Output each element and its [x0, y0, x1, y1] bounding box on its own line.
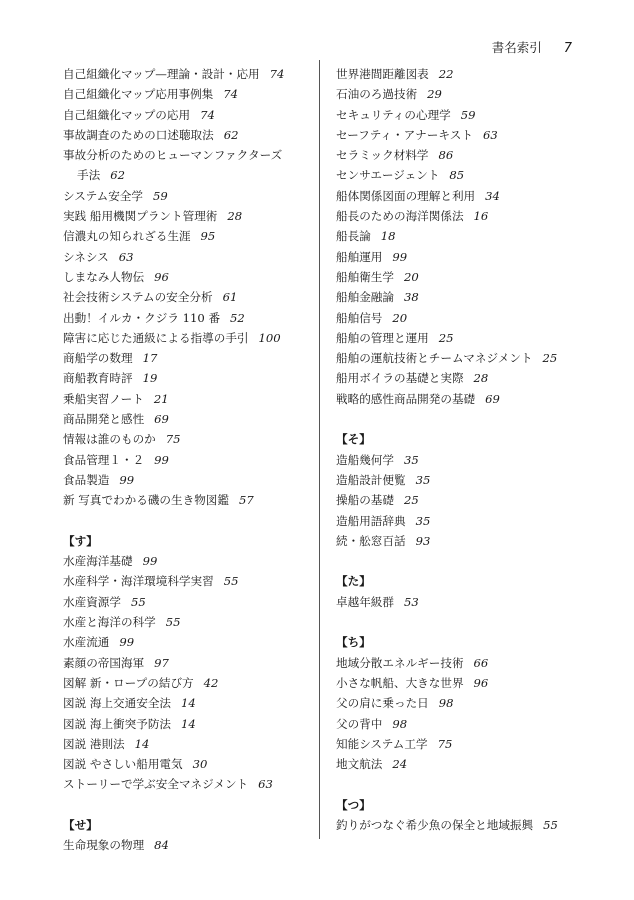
index-entry [63, 653, 311, 673]
entry-page-number: 98 [438, 696, 454, 711]
entry-title: 船体関係図面の理解と利用 [336, 188, 476, 203]
index-entry [63, 470, 311, 490]
index-entry [63, 247, 311, 267]
entry-page-number: 20 [392, 310, 408, 325]
index-entry [63, 267, 311, 287]
entry-page-number: 59 [153, 188, 168, 203]
index-entry [336, 673, 598, 693]
index-entry [63, 226, 311, 246]
column-divider [319, 60, 320, 839]
index-entry [63, 592, 311, 612]
entry-title: 事故調査のための口述聴取法 [63, 127, 214, 142]
entry-page-number: 21 [153, 391, 169, 406]
entry-page-number: 42 [203, 675, 219, 690]
index-entry [336, 592, 598, 612]
index-entry [63, 348, 311, 368]
entry-title: 造船幾何学 [336, 452, 394, 467]
entry-title: 船舶金融論 [336, 290, 394, 305]
entry-title: 父の肩に乗った日 [336, 696, 429, 711]
index-entry [336, 368, 598, 388]
header-title: 書名索引 [491, 40, 542, 55]
entry-page-number: 55 [130, 594, 146, 609]
entry-title: 卓越年級群 [336, 594, 394, 609]
entry-title: 自己組織化マップ—理論・設計・応用 [63, 67, 260, 81]
entry-title: 食品管理１・２ [63, 452, 145, 467]
entry-page-number: 93 [415, 533, 431, 548]
index-entry [336, 206, 598, 226]
entry-title: 水産海洋基礎 [63, 554, 133, 569]
entry-page-number: 14 [134, 736, 150, 751]
entry-title: 新 写真でわかる磯の生き物図鑑 [63, 493, 229, 508]
entry-title: 操船の基礎 [336, 493, 394, 508]
index-entry [336, 308, 598, 328]
entry-title: 地文航法 [336, 757, 383, 772]
entry-page-number: 96 [154, 269, 169, 284]
index-entry [336, 64, 598, 84]
entry-title: ストーリーで学ぶ安全マネジメント [63, 777, 249, 792]
entry-title: 生命現象の物理 [63, 838, 145, 853]
entry-title: 石油のろ過技術 [336, 87, 418, 102]
entry-title: 釣りがつなぐ希少魚の保全と地域振興 [336, 817, 534, 832]
index-entry [63, 632, 311, 652]
entry-title: 図説 港則法 [63, 736, 125, 751]
entry-title: 小さな帆船、大きな世界 [336, 675, 464, 690]
index-entry [336, 389, 598, 409]
index-entry [336, 186, 598, 206]
entry-title: 船舶信号 [336, 310, 383, 325]
entry-page-number: 66 [473, 655, 489, 670]
entry-title: 船舶運用 [336, 249, 383, 264]
entry-title: 商船学の数理 [63, 351, 133, 366]
entry-page-number: 100 [258, 330, 281, 345]
index-entry [63, 64, 311, 84]
index-entry [336, 754, 598, 774]
entry-page-number: 53 [403, 594, 419, 609]
index-entry [336, 511, 598, 531]
index-entry [63, 206, 311, 226]
entry-title: 船長論 [336, 229, 371, 244]
entry-page-number: 24 [392, 757, 408, 772]
entry-title: 自己組織化マップ応用事例集 [63, 87, 214, 102]
entry-title: 水産資源学 [63, 594, 121, 609]
index-entry [63, 571, 311, 591]
index-entry [336, 287, 598, 307]
entry-title: 図説 海上交通安全法 [63, 696, 172, 711]
entry-page-number: 52 [230, 310, 245, 325]
entry-page-number: 17 [142, 351, 158, 366]
entry-title: しまなみ人物伝 [63, 269, 145, 284]
entry-page-number: 20 [403, 269, 419, 284]
index-entry [63, 287, 311, 307]
index-entry [63, 186, 311, 206]
index-entry [336, 815, 598, 835]
entry-title: 出動！イルカ・クジラ 110 番 [63, 310, 221, 325]
index-entry [63, 754, 311, 774]
entry-page-number: 74 [223, 87, 239, 102]
entry-title: センサエージェント [336, 168, 440, 183]
entry-page-number: 74 [269, 67, 285, 81]
entry-title: 水産科学・海洋環境科学実習 [63, 574, 214, 589]
entry-title: 信濃丸の知られざる生涯 [63, 229, 191, 244]
index-entry [336, 714, 598, 734]
entry-page-number: 98 [392, 716, 408, 731]
entry-page-number: 35 [403, 452, 419, 467]
index-entry [336, 84, 598, 104]
index-entry [336, 734, 598, 754]
entry-title: 戦略的感性商品開発の基礎 [336, 391, 476, 406]
entry-page-number: 96 [473, 675, 489, 690]
index-entry [336, 693, 598, 713]
section-heading: 【た】 [336, 574, 371, 589]
index-entry [336, 165, 598, 185]
entry-page-number: 14 [181, 696, 196, 711]
section-heading: 【せ】 [63, 817, 98, 832]
entry-page-number: 22 [438, 67, 454, 81]
index-entry [63, 490, 311, 510]
entry-page-number: 63 [118, 249, 134, 264]
entry-page-number: 28 [473, 371, 489, 386]
entry-page-number: 97 [154, 655, 169, 670]
entry-page-number: 59 [460, 107, 476, 122]
entry-title: 情報は誰のものか [63, 432, 156, 447]
entry-page-number: 55 [223, 574, 239, 589]
entry-title-continuation [63, 165, 311, 185]
index-entry [63, 368, 311, 388]
entry-title: 図解 新・ロープの結び方 [63, 675, 194, 690]
entry-page-number: 14 [181, 716, 196, 731]
entry-title: 障害に応じた通級による指導の手引 [63, 330, 249, 345]
entry-page-number: 85 [449, 168, 465, 183]
entry-page-number: 84 [154, 838, 169, 853]
section-heading: 【ち】 [336, 635, 371, 650]
index-entry [336, 450, 598, 470]
entry-title: 事故分析のためのヒューマンファクターズ [63, 148, 283, 163]
index-entry [336, 267, 598, 287]
entry-page-number: 25 [403, 493, 419, 508]
index-left-column [63, 64, 311, 856]
entry-page-number: 99 [392, 249, 408, 264]
entry-page-number: 99 [119, 635, 135, 650]
index-entry [63, 429, 311, 449]
index-entry [63, 551, 311, 571]
running-header [492, 38, 572, 56]
index-entry [63, 389, 311, 409]
entry-title: 図説 やさしい船用電気 [63, 757, 183, 772]
index-entry [63, 835, 311, 855]
index-entry [336, 105, 598, 125]
entry-title: セーフティ・アナーキスト [336, 127, 473, 142]
entry-title: 地域分散エネルギー技術 [336, 655, 464, 670]
entry-title: セキュリティの心理学 [336, 107, 451, 122]
entry-title: 素顔の帝国海軍 [63, 655, 145, 670]
entry-title: 造船設計便覧 [336, 472, 406, 487]
index-entry [63, 673, 311, 693]
entry-title: 実践 船用機関プラント管理術 [63, 209, 218, 224]
entry-page-number: 69 [485, 391, 500, 406]
index-entry [336, 125, 598, 145]
entry-page-number: 75 [437, 736, 453, 751]
section-heading: 【つ】 [336, 797, 371, 812]
entry-page-number: 61 [222, 290, 238, 305]
entry-title: 船長のための海洋関係法 [336, 209, 464, 224]
index-entry [63, 693, 311, 713]
entry-page-number: 57 [239, 493, 254, 508]
entry-page-number: 35 [415, 472, 431, 487]
entry-title: 造船用語辞典 [336, 513, 406, 528]
index-entry [63, 308, 311, 328]
entry-page-number: 75 [165, 432, 181, 447]
index-entry [63, 734, 311, 754]
entry-title: 水産と海洋の科学 [63, 615, 156, 630]
index-entry [63, 714, 311, 734]
entry-title: 船用ボイラの基礎と実際 [336, 371, 464, 386]
entry-page-number: 99 [154, 452, 169, 467]
index-entry [336, 328, 598, 348]
entry-title: 船舶衛生学 [336, 269, 394, 284]
index-entry [336, 653, 598, 673]
entry-page-number: 29 [427, 87, 442, 102]
entry-title: 世界港間距離図表 [336, 67, 429, 81]
entry-title: 図説 海上衝突予防法 [63, 716, 172, 731]
index-entry [336, 470, 598, 490]
entry-page-number: 38 [403, 290, 419, 305]
entry-title: 商品開発と感性 [63, 412, 145, 427]
entry-title: 食品製造 [63, 472, 110, 487]
entry-page-number: 25 [542, 351, 558, 366]
entry-page-number: 19 [142, 371, 158, 386]
entry-title: 乗船実習ノート [63, 391, 144, 406]
entry-page-number: 74 [200, 107, 215, 122]
entry-title: システム安全学 [63, 188, 143, 203]
entry-title: シネシス [63, 249, 109, 264]
index-entry [63, 774, 311, 794]
index-right-column [336, 64, 598, 835]
index-entry [63, 125, 311, 145]
entry-title: 船舶の管理と運用 [336, 330, 429, 345]
index-entry [63, 105, 311, 125]
entry-page-number: 99 [142, 554, 158, 569]
index-entry [336, 531, 598, 551]
entry-page-number: 55 [165, 615, 181, 630]
entry-page-number: 30 [192, 757, 208, 772]
index-entry [336, 226, 598, 246]
entry-title: 船舶の運航技術とチームマネジメント [336, 351, 533, 366]
index-entry [63, 450, 311, 470]
entry-page-number: 99 [119, 472, 135, 487]
entry-title: 自己組織化マップの応用 [63, 107, 191, 122]
section-heading: 【そ】 [336, 432, 371, 447]
entry-page-number: 16 [473, 209, 489, 224]
entry-page-number: 28 [227, 209, 243, 224]
entry-page-number: 95 [200, 229, 216, 244]
entry-title: 続・舩窓百話 [336, 533, 406, 548]
entry-page-number: 63 [258, 777, 273, 792]
entry-title: セラミック材料学 [336, 148, 429, 163]
entry-page-number: 55 [543, 817, 558, 832]
index-entry [336, 348, 598, 368]
entry-title: 知能システム工学 [336, 736, 428, 751]
index-entry [63, 612, 311, 632]
entry-page-number: 62 [223, 127, 239, 142]
entry-title-cont-text: 手法 [77, 168, 101, 183]
section-heading: 【す】 [63, 533, 98, 548]
entry-page-number: 25 [438, 330, 454, 345]
index-entry [336, 247, 598, 267]
entry-title: 商船教育時評 [63, 371, 133, 386]
entry-page-number: 63 [482, 127, 498, 142]
entry-page-number: 18 [380, 229, 396, 244]
index-entry [63, 328, 311, 348]
entry-page-number: 69 [154, 412, 169, 427]
entry-title: 水産流通 [63, 635, 110, 650]
entry-page-number: 35 [415, 513, 431, 528]
entry-page-number: 34 [485, 188, 500, 203]
entry-title: 父の背中 [336, 716, 383, 731]
index-entry [63, 409, 311, 429]
entry-page-number: 62 [110, 168, 125, 183]
index-entry [336, 490, 598, 510]
entry-title: 社会技術システムの安全分析 [63, 290, 213, 305]
page-number: 7 [563, 41, 572, 56]
index-entry [336, 145, 598, 165]
index-entry [63, 145, 311, 186]
index-entry [63, 84, 311, 104]
entry-page-number: 86 [438, 148, 454, 163]
